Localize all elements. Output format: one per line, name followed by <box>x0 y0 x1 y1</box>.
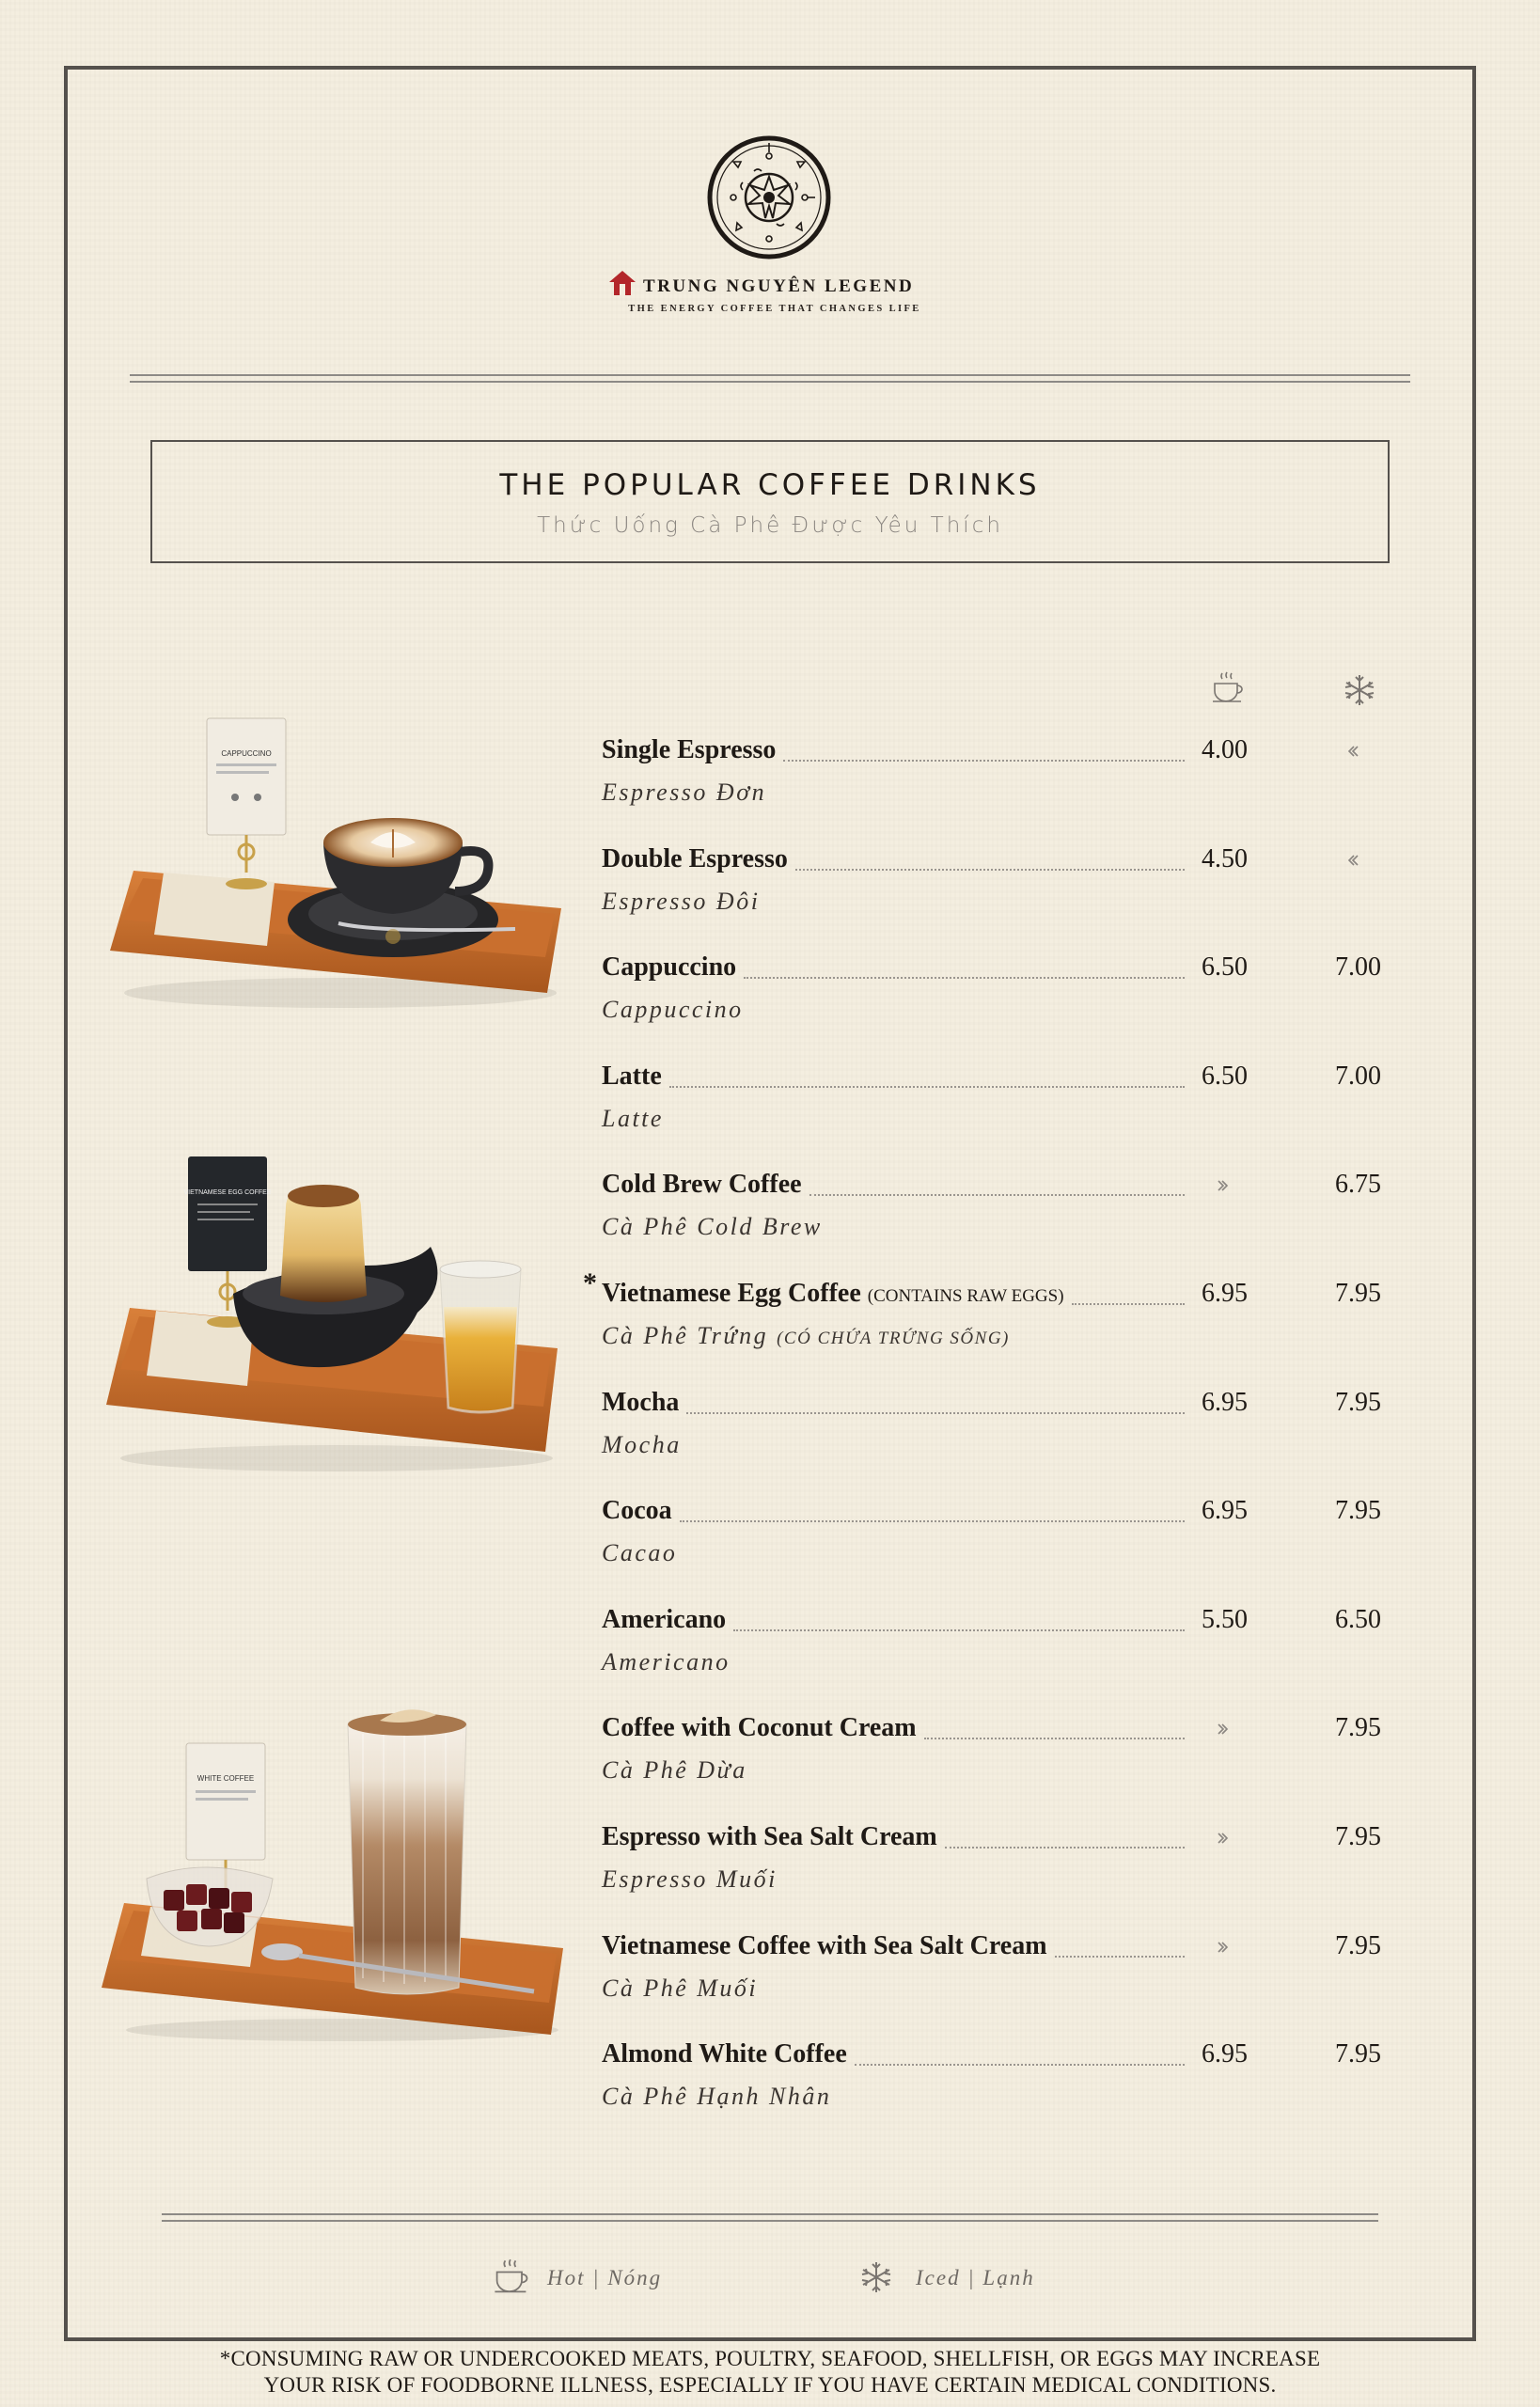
section-title-box <box>150 440 1390 563</box>
menu-item <box>602 1713 1410 1807</box>
menu-item <box>602 952 1410 1046</box>
item-name <box>602 1170 802 1200</box>
menu-item <box>602 1388 1410 1482</box>
price-iced: 7.95 <box>1335 1931 1381 1960</box>
dotted-leader <box>945 1847 1185 1849</box>
compass-wheel-icon <box>705 134 833 261</box>
item-vietnamese-text: Americano <box>602 1648 731 1675</box>
price-hot: 6.95 <box>1202 2039 1248 2069</box>
legend-snowflake-icon <box>857 2258 895 2296</box>
bottom-divider <box>162 2213 1378 2222</box>
price-iced: 7.00 <box>1335 952 1381 982</box>
item-name <box>602 1062 662 1092</box>
item-vietnamese-name <box>602 1431 682 1459</box>
brand-name: TRUNG NGUYÊN LEGEND <box>643 276 915 296</box>
price-hot: 4.50 <box>1202 844 1248 873</box>
item-name-text: Single Espresso <box>602 735 777 764</box>
item-vietnamese-name <box>602 779 766 807</box>
not-available-icon <box>1344 848 1365 869</box>
price-hot: 5.50 <box>1202 1605 1248 1634</box>
item-vietnamese-name <box>602 1213 823 1241</box>
menu-item <box>602 1931 1410 2025</box>
item-name-text: Americano <box>602 1605 727 1634</box>
item-vietnamese-text: Mocha <box>602 1431 682 1458</box>
price-hot: 6.50 <box>1202 1062 1248 1091</box>
menu-item <box>602 1605 1410 1699</box>
legend-iced-label: Iced | Lạnh <box>916 2266 1035 2289</box>
dotted-leader <box>855 2064 1185 2066</box>
item-name-text: Cocoa <box>602 1496 672 1525</box>
item-vietnamese-text: Cappuccino <box>602 996 744 1023</box>
item-name-text: Vietnamese Coffee with Sea Salt Cream <box>602 1931 1047 1960</box>
item-vietnamese-text: Espresso Đơn <box>602 779 767 806</box>
almond-coffee-photo <box>98 1706 568 2044</box>
hot-cup-icon <box>1209 669 1247 707</box>
price-iced: 7.00 <box>1335 1062 1381 1091</box>
menu-item <box>602 1170 1410 1264</box>
disclaimer-line-1: *CONSUMING RAW OR UNDERCOOKED MEATS, POULTRY, SEAFOOD, SHELLFISH, OR EGGS MAY INCREASE <box>219 2347 1321 2370</box>
price-hot: 6.95 <box>1202 1388 1248 1417</box>
item-vietnamese-name <box>602 1865 778 1894</box>
not-available-icon <box>1211 1935 1232 1956</box>
dotted-leader <box>686 1412 1185 1414</box>
item-note: (CONTAINS RAW EGGS) <box>867 1286 1064 1306</box>
price-iced: 7.95 <box>1335 2039 1381 2069</box>
item-vietnamese-text: Cà Phê Hạnh Nhân <box>602 2083 832 2110</box>
item-vietnamese-name <box>602 996 744 1024</box>
item-vietnamese-note: (CÓ CHỨA TRỨNG SỐNG) <box>777 1329 1010 1348</box>
item-vietnamese-name <box>602 1539 677 1567</box>
menu-item <box>602 1822 1410 1916</box>
legend-iced <box>857 2257 1064 2298</box>
item-vietnamese-name <box>602 888 760 916</box>
house-icon <box>607 269 637 297</box>
dotted-leader <box>669 1086 1185 1088</box>
dotted-leader <box>1072 1303 1185 1305</box>
menu-item <box>602 735 1410 829</box>
item-vietnamese-text: Cà Phê Trứng <box>602 1322 769 1349</box>
item-name-text: Latte <box>602 1062 662 1091</box>
item-name <box>602 1931 1047 1961</box>
item-name-text: Double Espresso <box>602 844 788 873</box>
price-iced: 7.95 <box>1335 1713 1381 1742</box>
price-hot: 6.95 <box>1202 1496 1248 1525</box>
not-available-icon <box>1211 1717 1232 1738</box>
white-card-label: WHITE COFFEE <box>196 1774 255 1783</box>
dotted-leader <box>795 869 1185 871</box>
item-name <box>602 1822 937 1852</box>
section-title: THE POPULAR COFFEE DRINKS <box>499 468 1041 502</box>
menu-item <box>602 1062 1410 1156</box>
item-name <box>602 1713 917 1743</box>
item-name-text: Vietnamese Egg Coffee <box>602 1279 861 1308</box>
brand-lockup <box>607 265 946 303</box>
dotted-leader <box>809 1194 1185 1196</box>
item-name-text: Coffee with Coconut Cream <box>602 1713 917 1742</box>
item-vietnamese-name <box>602 2083 831 2111</box>
dotted-leader <box>783 760 1185 762</box>
menu-item <box>602 844 1410 938</box>
price-hot: 6.50 <box>1202 952 1248 982</box>
cappuccino-photo <box>105 711 566 1012</box>
dotted-leader <box>924 1738 1185 1739</box>
item-vietnamese-name <box>602 1974 758 2003</box>
item-name-text: Mocha <box>602 1388 680 1417</box>
menu-item <box>602 2039 1410 2133</box>
menu-item <box>602 1279 1410 1373</box>
item-vietnamese-text: Cacao <box>602 1539 678 1566</box>
item-name-text: Espresso with Sea Salt Cream <box>602 1822 937 1851</box>
item-vietnamese-text: Espresso Muối <box>602 1865 778 1893</box>
item-name <box>602 1496 672 1526</box>
item-vietnamese-text: Cà Phê Cold Brew <box>602 1213 823 1240</box>
legend-hot-cup-icon <box>491 2257 532 2298</box>
item-vietnamese-name <box>602 1105 664 1133</box>
cappuccino-card-label: CAPPUCCINO <box>221 749 272 758</box>
item-name <box>602 1605 726 1635</box>
not-available-icon <box>1211 1826 1232 1847</box>
item-vietnamese-text: Cà Phê Muối <box>602 1974 759 2002</box>
item-name <box>602 1279 1064 1309</box>
price-hot: 4.00 <box>1202 735 1248 764</box>
item-name <box>602 735 776 765</box>
legend-hot-label: Hot | Nóng <box>547 2266 663 2289</box>
disclaimer-line-2: YOUR RISK OF FOODBORNE ILLNESS, ESPECIALLY IF YOU HAVE CERTAIN MEDICAL CONDITIONS. <box>263 2373 1277 2397</box>
section-subtitle: Thức Uống Cà Phê Được Yêu Thích <box>537 513 1003 538</box>
item-name <box>602 844 788 874</box>
item-name <box>602 952 736 983</box>
asterisk-mark: * <box>583 1267 597 1298</box>
menu-item <box>602 1496 1410 1590</box>
item-vietnamese-name <box>602 1756 747 1785</box>
item-name-text: Cold Brew Coffee <box>602 1170 802 1199</box>
item-name-text: Almond White Coffee <box>602 2039 847 2069</box>
egg-coffee-photo <box>102 1153 562 1472</box>
item-vietnamese-text: Cà Phê Dừa <box>602 1756 747 1784</box>
item-name-text: Cappuccino <box>602 952 737 982</box>
item-name <box>602 2039 847 2069</box>
price-iced: 7.95 <box>1335 1279 1381 1308</box>
legend-hot <box>491 2257 679 2298</box>
price-iced: 7.95 <box>1335 1496 1381 1525</box>
dotted-leader <box>733 1629 1185 1631</box>
snowflake-icon <box>1341 671 1378 709</box>
price-iced: 7.95 <box>1335 1822 1381 1851</box>
price-hot: 6.95 <box>1202 1279 1248 1308</box>
egg-card-label: VIETNAMESE EGG COFFEE <box>183 1189 272 1196</box>
item-vietnamese-text: Espresso Đôi <box>602 888 761 915</box>
dotted-leader <box>744 977 1185 979</box>
top-divider <box>130 374 1410 383</box>
not-available-icon <box>1344 739 1365 760</box>
not-available-icon <box>1211 1173 1232 1194</box>
item-vietnamese-name <box>602 1322 1010 1350</box>
item-vietnamese-text: Latte <box>602 1105 664 1132</box>
price-iced: 6.50 <box>1335 1605 1381 1634</box>
item-vietnamese-name <box>602 1648 731 1676</box>
item-name <box>602 1388 679 1418</box>
brand-tagline: THE ENERGY COFFEE THAT CHANGES LIFE <box>628 304 921 314</box>
dotted-leader <box>1055 1956 1185 1958</box>
dotted-leader <box>680 1520 1185 1522</box>
price-iced: 7.95 <box>1335 1388 1381 1417</box>
price-iced: 6.75 <box>1335 1170 1381 1199</box>
